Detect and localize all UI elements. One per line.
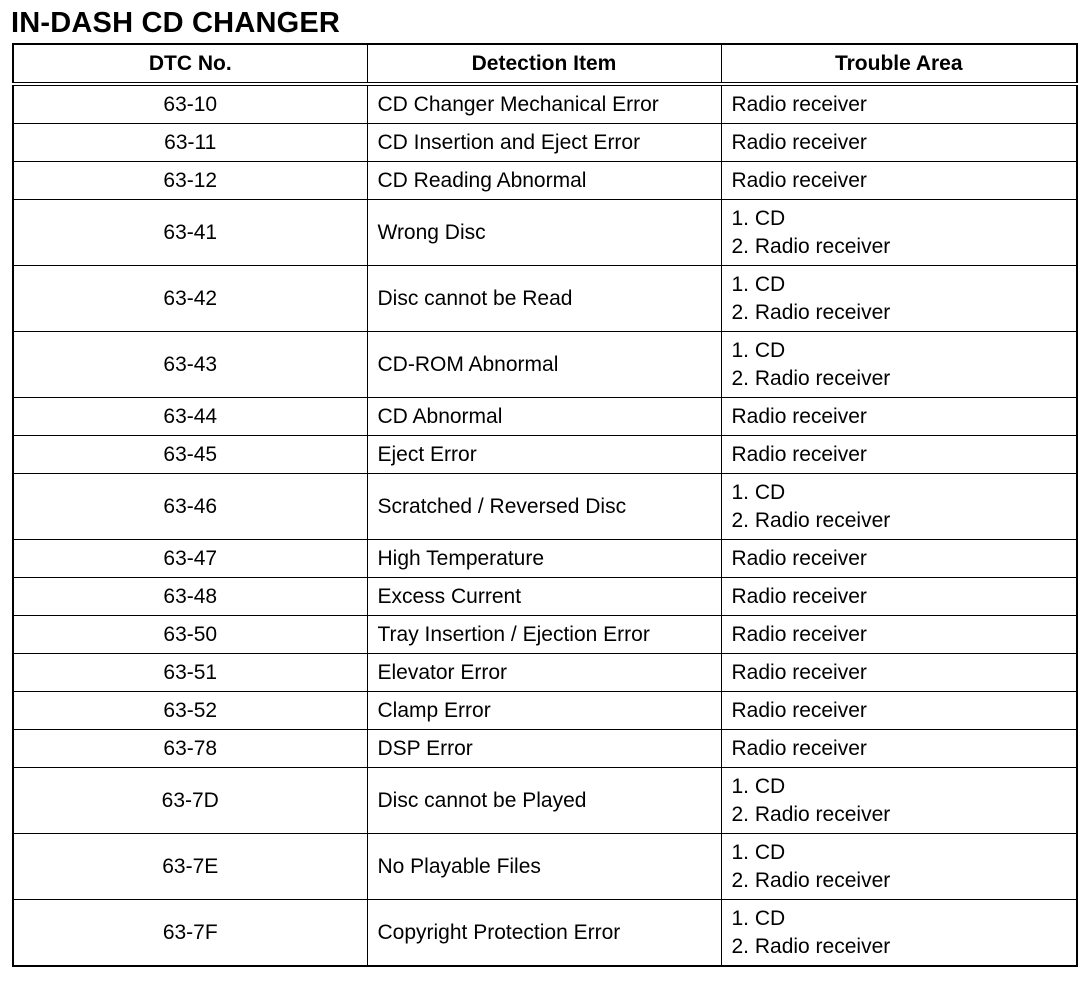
detection-item-cell: No Playable Files — [367, 834, 721, 900]
table-row — [13, 124, 1077, 162]
trouble-area-cell — [721, 200, 1077, 266]
table-header-row — [13, 44, 1077, 84]
trouble-area-line: 2. Radio receiver — [731, 508, 891, 532]
table-row — [13, 730, 1077, 768]
dtc-code-cell: 63-48 — [13, 578, 367, 616]
detection-item-cell: Copyright Protection Error — [367, 900, 721, 967]
dtc-code-cell: 63-52 — [13, 692, 367, 730]
detection-item-cell: CD Abnormal — [367, 398, 721, 436]
trouble-area-cell — [721, 578, 1077, 616]
dtc-code-cell: 63-78 — [13, 730, 367, 768]
trouble-area-line: 2. Radio receiver — [731, 300, 891, 324]
trouble-area-cell — [721, 124, 1077, 162]
dtc-code-cell: 63-7E — [13, 834, 367, 900]
table-row — [13, 540, 1077, 578]
trouble-area-line: 1. CD — [731, 206, 786, 230]
trouble-area-line: Radio receiver — [731, 404, 867, 428]
table-row — [13, 474, 1077, 540]
trouble-area-cell — [721, 616, 1077, 654]
trouble-area-line: Radio receiver — [731, 622, 867, 646]
detection-item-cell: Clamp Error — [367, 692, 721, 730]
trouble-area-cell — [721, 474, 1077, 540]
table-row — [13, 162, 1077, 200]
detection-item-cell: Tray Insertion / Ejection Error — [367, 616, 721, 654]
detection-item-cell: Eject Error — [367, 436, 721, 474]
trouble-area-cell — [721, 654, 1077, 692]
dtc-code-cell: 63-45 — [13, 436, 367, 474]
dtc-code-cell: 63-10 — [13, 84, 367, 124]
trouble-area-cell — [721, 730, 1077, 768]
trouble-area-line: 2. Radio receiver — [731, 868, 891, 892]
trouble-area-cell — [721, 266, 1077, 332]
table-row — [13, 768, 1077, 834]
header-detection-item: Detection Item — [367, 44, 721, 84]
dtc-code-cell: 63-11 — [13, 124, 367, 162]
trouble-area-cell — [721, 162, 1077, 200]
dtc-code-cell: 63-7D — [13, 768, 367, 834]
trouble-area-line: Radio receiver — [731, 660, 867, 684]
trouble-area-line: 1. CD — [731, 272, 786, 296]
trouble-area-line: Radio receiver — [731, 130, 867, 154]
table-row — [13, 578, 1077, 616]
dtc-code-cell: 63-42 — [13, 266, 367, 332]
trouble-area-line: 1. CD — [731, 840, 786, 864]
dtc-code-cell: 63-50 — [13, 616, 367, 654]
dtc-code-cell: 63-12 — [13, 162, 367, 200]
trouble-area-cell — [721, 436, 1077, 474]
dtc-code-cell: 63-7F — [13, 900, 367, 967]
detection-item-cell: CD-ROM Abnormal — [367, 332, 721, 398]
trouble-area-line: Radio receiver — [731, 584, 867, 608]
trouble-area-cell — [721, 834, 1077, 900]
detection-item-cell: Disc cannot be Read — [367, 266, 721, 332]
table-row — [13, 84, 1077, 124]
detection-item-cell: Excess Current — [367, 578, 721, 616]
detection-item-cell: High Temperature — [367, 540, 721, 578]
table-row — [13, 200, 1077, 266]
trouble-area-line: 2. Radio receiver — [731, 802, 891, 826]
trouble-area-line: 1. CD — [731, 338, 786, 362]
header-trouble-area: Trouble Area — [721, 44, 1077, 84]
trouble-area-line: Radio receiver — [731, 736, 867, 760]
trouble-area-line: Radio receiver — [731, 92, 867, 116]
table-row — [13, 266, 1077, 332]
detection-item-cell: DSP Error — [367, 730, 721, 768]
table-row — [13, 616, 1077, 654]
detection-item-cell: CD Changer Mechanical Error — [367, 84, 721, 124]
detection-item-cell: Scratched / Reversed Disc — [367, 474, 721, 540]
trouble-area-line: Radio receiver — [731, 698, 867, 722]
dtc-code-cell: 63-44 — [13, 398, 367, 436]
trouble-area-cell — [721, 398, 1077, 436]
dtc-code-cell: 63-41 — [13, 200, 367, 266]
detection-item-cell: Elevator Error — [367, 654, 721, 692]
trouble-area-cell — [721, 768, 1077, 834]
detection-item-cell: Disc cannot be Played — [367, 768, 721, 834]
detection-item-cell: CD Reading Abnormal — [367, 162, 721, 200]
trouble-area-cell — [721, 84, 1077, 124]
detection-item-cell: Wrong Disc — [367, 200, 721, 266]
trouble-area-line: Radio receiver — [731, 546, 867, 570]
trouble-area-line: 2. Radio receiver — [731, 934, 891, 958]
dtc-code-cell: 63-46 — [13, 474, 367, 540]
trouble-area-line: 2. Radio receiver — [731, 234, 891, 258]
table-row — [13, 398, 1077, 436]
trouble-area-cell — [721, 692, 1077, 730]
table-row — [13, 654, 1077, 692]
dtc-code-cell: 63-43 — [13, 332, 367, 398]
table-row — [13, 834, 1077, 900]
trouble-area-cell — [721, 332, 1077, 398]
trouble-area-line: 2. Radio receiver — [731, 366, 891, 390]
table-row — [13, 436, 1077, 474]
trouble-area-line: 1. CD — [731, 480, 786, 504]
header-dtc-no: DTC No. — [13, 44, 367, 84]
table-row — [13, 332, 1077, 398]
trouble-area-line: Radio receiver — [731, 168, 867, 192]
trouble-area-cell — [721, 900, 1077, 967]
table-row — [13, 900, 1077, 967]
detection-item-cell: CD Insertion and Eject Error — [367, 124, 721, 162]
trouble-area-line: Radio receiver — [731, 442, 867, 466]
table-body — [13, 84, 1077, 966]
dtc-code-cell: 63-47 — [13, 540, 367, 578]
table-row — [13, 692, 1077, 730]
dtc-code-cell: 63-51 — [13, 654, 367, 692]
trouble-area-line: 1. CD — [731, 774, 786, 798]
dtc-table — [12, 43, 1078, 967]
trouble-area-line: 1. CD — [731, 906, 786, 930]
trouble-area-cell — [721, 540, 1077, 578]
page-title: IN-DASH CD CHANGER — [11, 7, 341, 39]
